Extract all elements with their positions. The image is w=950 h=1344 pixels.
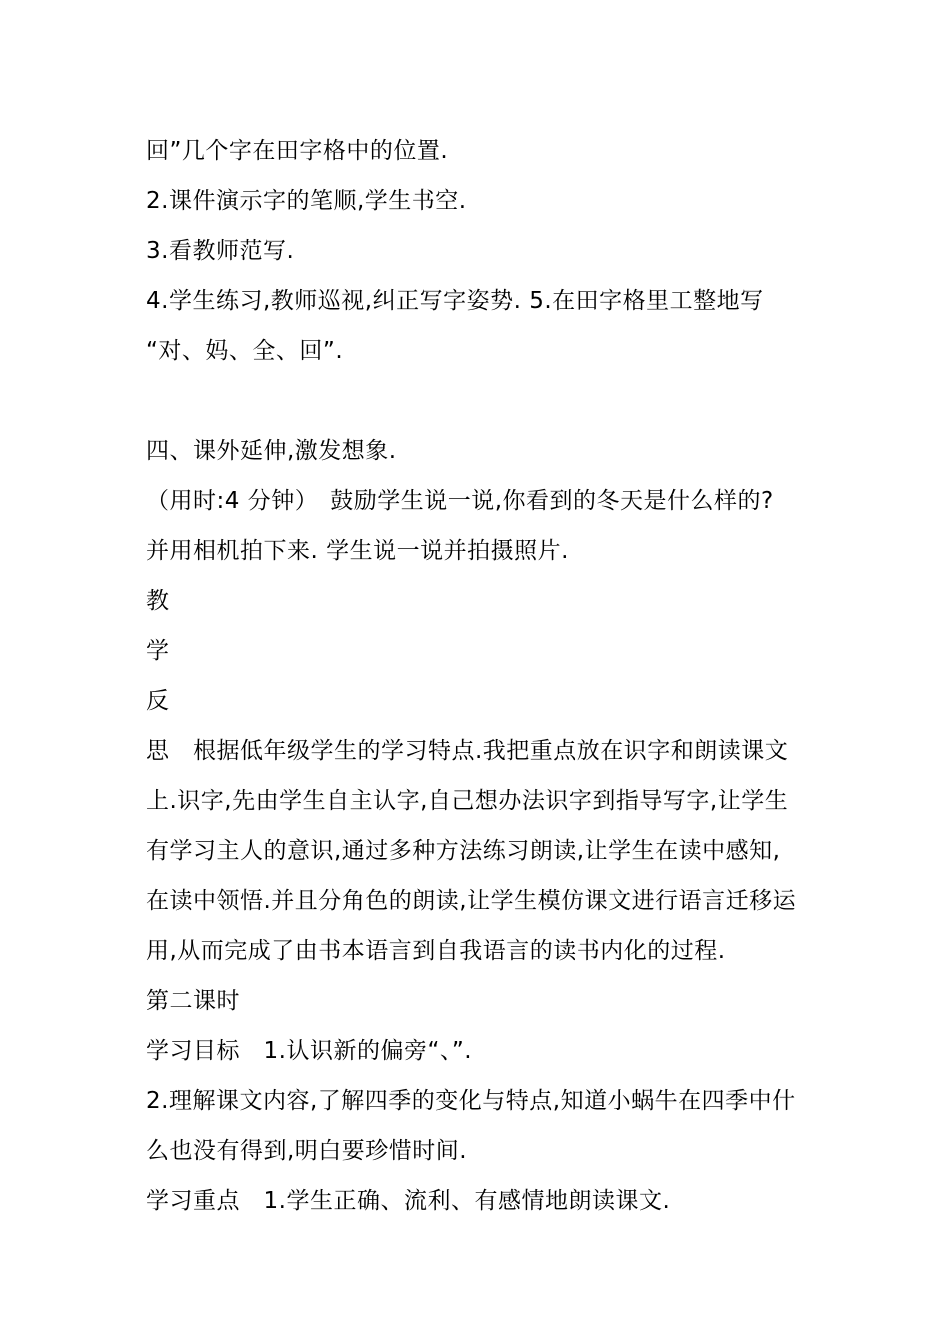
text-line: 3.看教师范写. — [146, 238, 295, 264]
text-line: 用,从而完成了由书本语言到自我语言的读书内化的过程. — [146, 938, 726, 964]
text-line: 2.课件演示字的笔顺,学生书空. — [146, 188, 467, 214]
section-heading: 四、课外延伸,激发想象. — [146, 438, 397, 464]
text-line: 教 — [146, 588, 170, 614]
text-line: 学 — [146, 638, 170, 664]
section-heading: 第二课时 — [146, 988, 240, 1014]
text-line: 在读中领悟.并且分角色的朗读,让学生模仿课文进行语言迁移运 — [146, 888, 797, 914]
text-line: 并用相机拍下来. 学生说一说并拍摄照片. — [146, 538, 569, 564]
text-line: 反 — [146, 688, 170, 714]
text-line: 上.识字,先由学生自主认字,自己想办法识字到指导写字,让学生 — [146, 788, 789, 814]
text-line: 回”几个字在田字格中的位置. — [146, 138, 449, 164]
text-line: “对、妈、全、回”. — [146, 338, 344, 364]
text-line: 么也没有得到,明白要珍惜时间. — [146, 1138, 468, 1164]
text-line: 思 根据低年级学生的学习特点.我把重点放在识字和朗读课文 — [146, 738, 789, 764]
text-line: 学习重点 1.学生正确、流利、有感情地朗读课文. — [146, 1188, 671, 1214]
text-line: 有学习主人的意识,通过多种方法练习朗读,让学生在读中感知, — [146, 838, 781, 864]
text-line: 2.理解课文内容,了解四季的变化与特点,知道小蜗牛在四季中什 — [146, 1088, 796, 1114]
text-line: 学习目标 1.认识新的偏旁“、”. — [146, 1038, 473, 1064]
text-line: （用时:4 分钟） 鼓励学生说一说,你看到的冬天是什么样的? — [146, 488, 774, 514]
text-line: 4.学生练习,教师巡视,纠正写字姿势. 5.在田字格里工整地写 — [146, 288, 764, 314]
